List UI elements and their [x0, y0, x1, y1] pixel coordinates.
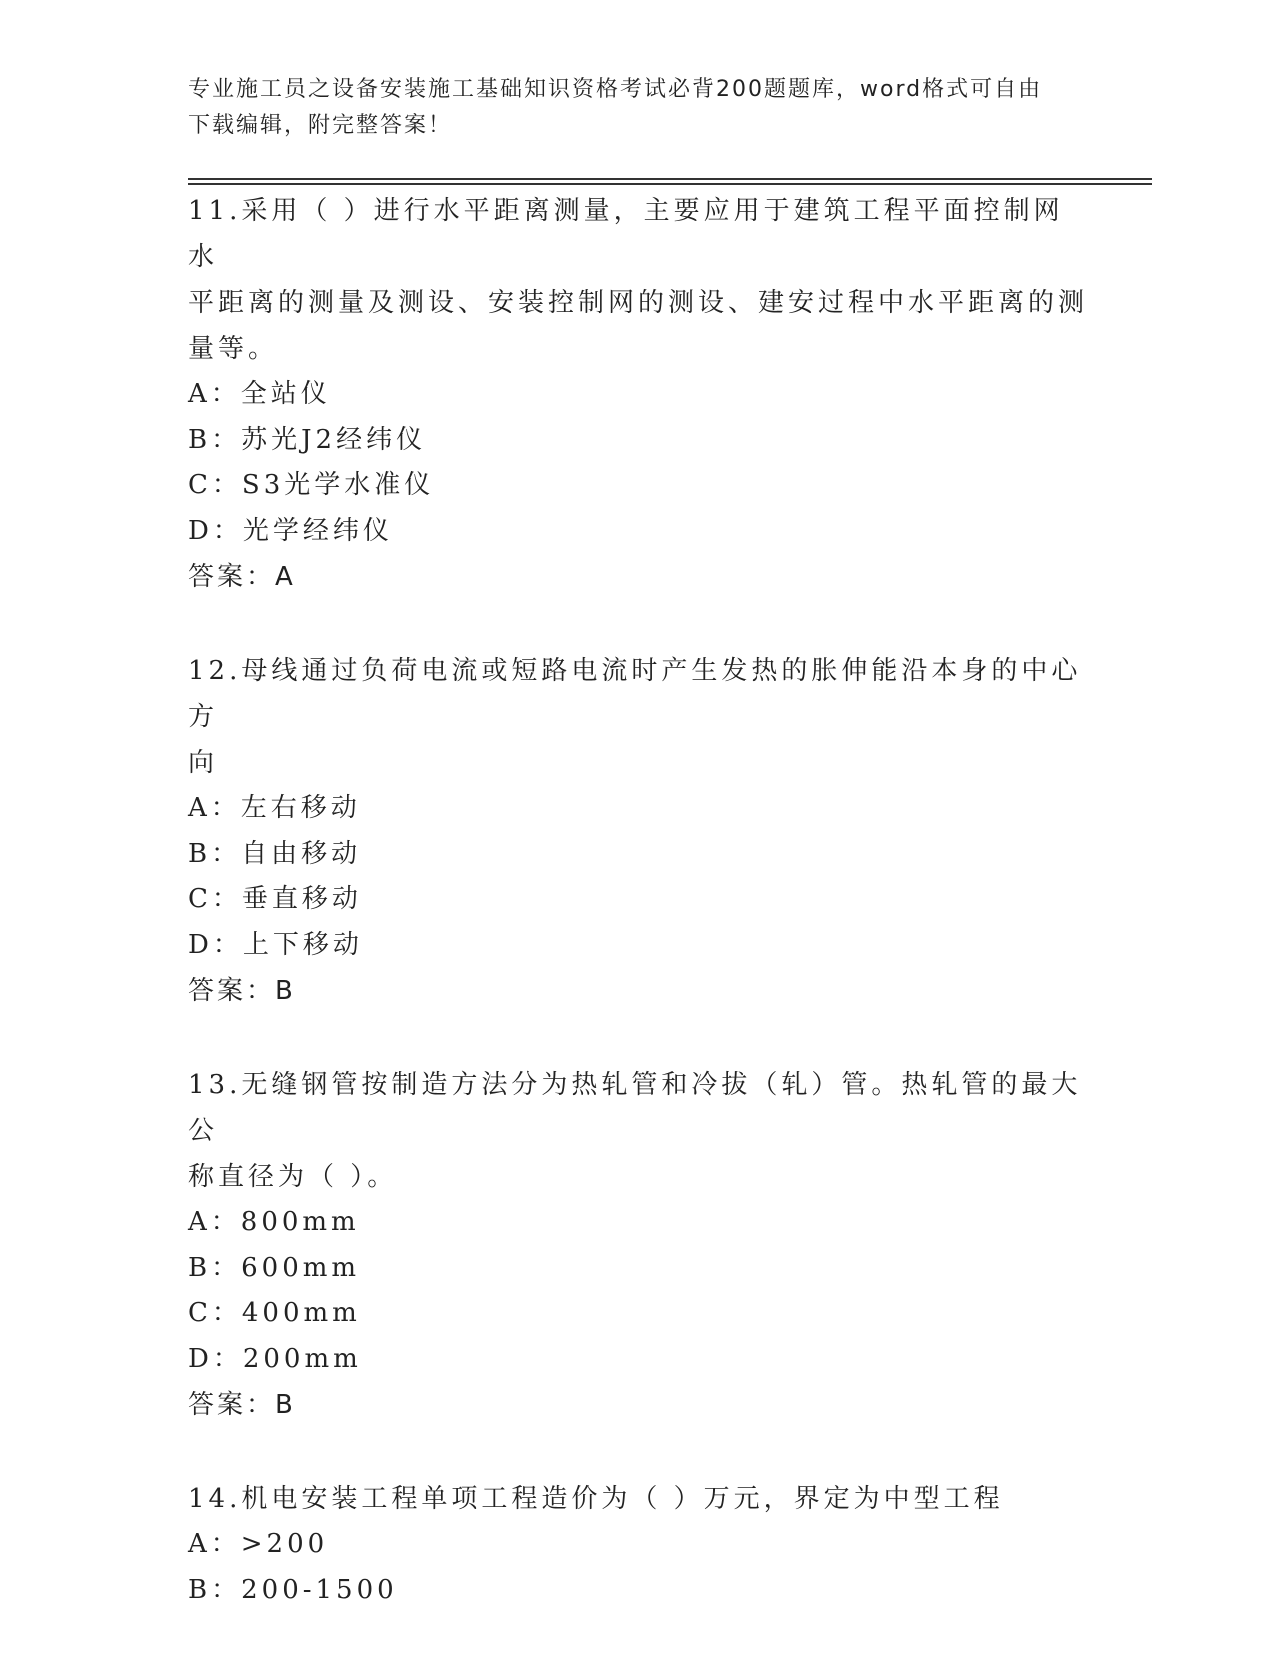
- header-divider-bottom: [188, 183, 1152, 185]
- stem-line: 称直径为（ ）。: [188, 1162, 398, 1192]
- answer-line: 答案：B: [188, 1390, 296, 1420]
- question-stem: [188, 1476, 1088, 1522]
- option-c: C：S3光学水准仪: [188, 470, 435, 500]
- question-list: [188, 188, 1088, 1661]
- option-c: C：垂直移动: [188, 884, 362, 914]
- question-stem: [188, 188, 1088, 372]
- stem-line: 12.母线通过负荷电流或短路电流时产生发热的胀伸能沿本身的中心方: [188, 656, 1082, 732]
- stem-line: 14.机电安装工程单项工程造价为（ ）万元，界定为中型工程: [188, 1484, 1004, 1514]
- header-divider-top: [188, 178, 1152, 180]
- question-13: [188, 1062, 1088, 1428]
- stem-line: 量等。: [188, 334, 279, 364]
- option-d: D：光学经纬仪: [188, 515, 393, 546]
- document-header: [188, 72, 1068, 144]
- question-12: [188, 648, 1088, 1014]
- question-14: [188, 1476, 1088, 1613]
- option-a: A：左右移动: [188, 793, 361, 823]
- question-stem: [188, 648, 1088, 786]
- stem-line: 平距离的测量及测设、安装控制网的测设、建安过程中水平距离的测: [188, 288, 1089, 318]
- header-line-2: 下载编辑，附完整答案！: [188, 113, 453, 138]
- option-d: D：200mm: [188, 1343, 362, 1374]
- question-stem: [188, 1062, 1088, 1200]
- option-b: B：600mm: [188, 1252, 361, 1283]
- option-b: B：自由移动: [188, 838, 362, 869]
- option-b: B：苏光J2经纬仪: [188, 424, 427, 455]
- option-b: B：200-1500: [188, 1574, 398, 1605]
- option-a: A：800mm: [188, 1207, 360, 1237]
- stem-line: 11.采用（ ）进行水平距离测量，主要应用于建筑工程平面控制网水: [188, 196, 1064, 272]
- answer-line: 答案：B: [188, 976, 296, 1006]
- question-11: [188, 188, 1088, 600]
- option-a: A：全站仪: [188, 379, 331, 409]
- header-line-1: 专业施工员之设备安装施工基础知识资格考试必背200题题库，word格式可自由: [188, 77, 1043, 102]
- answer-line: 答案：A: [188, 562, 296, 592]
- option-d: D：上下移动: [188, 929, 363, 960]
- stem-line: 13.无缝钢管按制造方法分为热轧管和冷拔（轧）管。热轧管的最大公: [188, 1070, 1082, 1146]
- option-a: A：>200: [188, 1529, 329, 1559]
- stem-line: 向: [188, 748, 219, 778]
- option-c: C：400mm: [188, 1298, 361, 1328]
